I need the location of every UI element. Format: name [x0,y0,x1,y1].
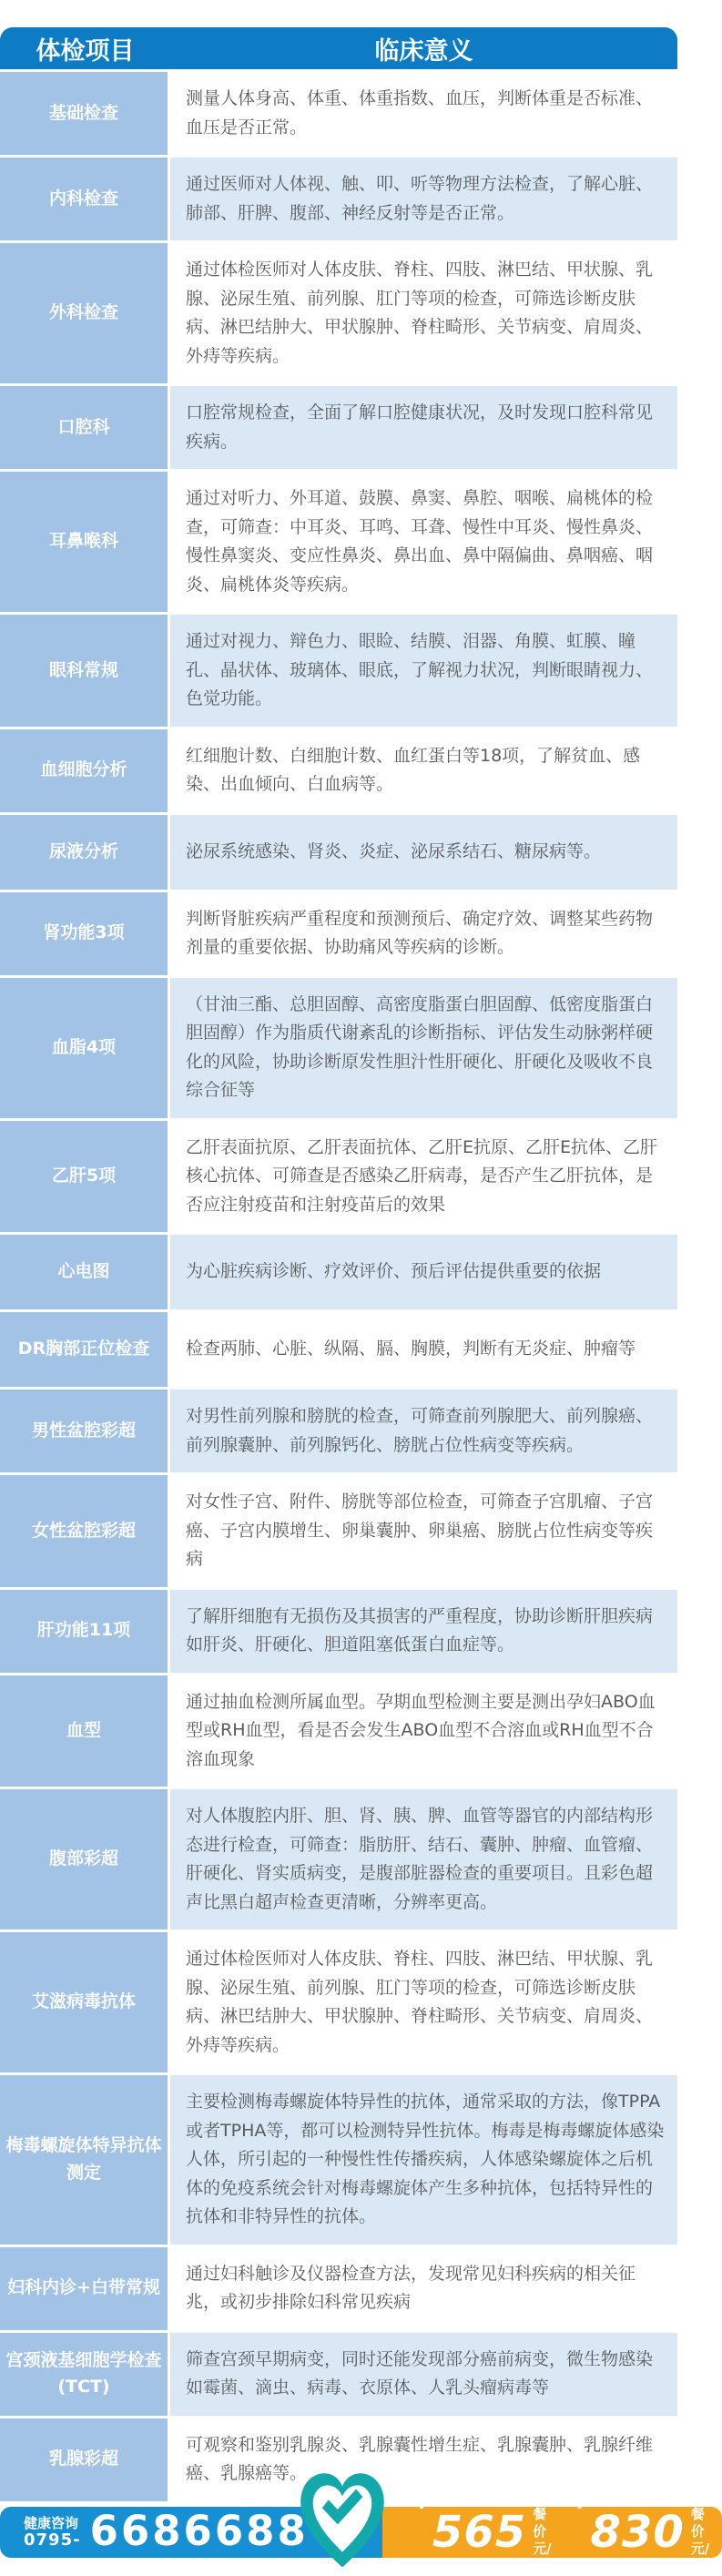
table-row [0,472,677,612]
price-unit-bottom: 元/女 [690,2540,710,2574]
table-row [0,1390,677,1472]
row-meaning-text: 通过体检医师对人体皮肤、脊柱、四肢、淋巴结、甲状腺、乳腺、泌尿生殖、前列腺、肛门等项的检查，可筛选诊断皮肤病、淋巴结肿大、甲状腺肿、脊柱畸形、关节病变、肩周炎、外痔等疾病。 [170,243,677,383]
row-meaning-text: 检查两肺、心脏、纵隔、膈、胸膜，判断有无炎症、肿瘤等 [170,1312,677,1387]
row-meaning-text: 口腔常规检查，全面了解口腔健康状况，及时发现口腔科常见疾病。 [170,386,677,469]
row-meaning-text: 判断肾脏疾病严重程度和预测预后、确定疗效、调整某些药物剂量的重要依据、协助痛风等疾病的诊断。 [170,892,677,975]
table-row [0,1475,677,1587]
row-item-label: 艾滋病毒抗体 [0,1932,168,2072]
row-item-label: 血型 [0,1675,168,1787]
row-meaning-text: 对女性子宫、附件、膀胱等部位检查，可筛查子宫肌瘤、子宫癌、子宫内膜增生、卵巢囊肿、卵巢癌、膀胱占位性病变等疾病 [170,1475,677,1587]
row-meaning-text: 红细胞计数、白细胞计数、血红蛋白等18项，了解贫血、感染、出血倾向、白血病等。 [170,729,677,812]
row-meaning-text: 通过妇科触诊及仪器检查方法，发现常见妇科疾病的相关征兆，或初步排除妇科常见疾病 [170,2247,677,2330]
price-unit-top: 套餐价 [533,2489,547,2540]
table-row [0,386,677,469]
row-meaning-text: 了解肝细胞有无损伤及其损害的严重程度，协助诊断肝胆疾病如肝炎、肝硬化、胆道阻塞低蛋白血症等。 [170,1590,677,1673]
table-row [0,1932,677,2072]
row-item-label: 耳鼻喉科 [0,472,168,612]
row-item-label: 基础检查 [0,72,168,155]
table-row [0,2247,677,2330]
heart-check-icon [295,2467,390,2576]
price-unit-bottom: 元/男 [533,2540,552,2574]
footer [0,2489,710,2574]
table-header [0,27,677,69]
table-row [0,615,677,727]
table-row [0,1235,677,1309]
table-row [0,158,677,240]
table-body [0,72,677,2501]
row-meaning-text: 主要检测梅毒螺旋体特异性的抗体，通常采取的方法，像TPPA或者TPHA等，都可以检测特异性抗体。梅毒是梅毒螺旋体感染人体，所引起的一种慢性性传播疾病，人体感染螺旋体之后机体的免疫系统会针对梅毒螺旋体产生多种抗体，包括特异性的抗体和非特异性的抗体。 [170,2075,677,2245]
row-item-label: 内科检查 [0,158,168,240]
table-row [0,243,677,383]
row-item-label: 血细胞分析 [0,729,168,812]
row-item-label: 尿液分析 [0,815,168,890]
column-header-meaning: 临床意义 [374,36,473,66]
price-bar [382,2489,722,2574]
row-item-label: 口腔科 [0,386,168,469]
phone-number: 6686688 [89,2506,309,2555]
row-meaning-text: 通过医师对人体视、触、叩、听等物理方法检查，了解心脏、肺部、肝脾、腹部、神经反射等是否正常。 [170,158,677,240]
row-item-label: 心电图 [0,1235,168,1309]
currency-symbol: ¥ [573,2491,586,2513]
row-meaning-text: 测量人体身高、体重、体重指数、血压，判断体重是否标准、血压是否正常。 [170,72,677,155]
table-row [0,729,677,812]
price-unit-male [533,2489,551,2575]
price-amount-male: 565 [432,2506,527,2558]
row-meaning-text: 乙肝表面抗原、乙肝表面抗体、乙肝E抗原、乙肝E抗体、乙肝核心抗体、可筛查是否感染乙肝病毒，是否产生乙肝抗体，是否应注射疫苗和注射疫苗后的效果 [170,1121,677,1233]
table-row [0,1121,677,1233]
row-item-label: 妇科内诊+白带常规 [0,2247,168,2330]
price-unit-female [691,2489,709,2575]
row-item-label: 眼科常规 [0,615,168,727]
row-meaning-text: 通过对视力、辩色力、眼睑、结膜、泪器、角膜、虹膜、瞳孔、晶状体、玻璃体、眼底，了解视力状况，判断眼睛视力、色觉功能。 [170,615,677,727]
row-item-label: 肾功能3项 [0,892,168,975]
area-code: 0795- [24,2530,81,2550]
row-item-label: 血脂4项 [0,978,168,1118]
row-item-label: 肝功能11项 [0,1590,168,1673]
price-unit-top: 套餐价 [690,2489,705,2540]
table-row [0,2075,677,2245]
row-item-label: 外科检查 [0,243,168,383]
row-meaning-text: 对男性前列腺和膀胱的检查，可筛查前列腺肥大、前列腺癌、前列腺囊肿、前列腺钙化、膀胱占位性病变等疾病。 [170,1390,677,1472]
consult-block [24,2515,81,2550]
row-item-label: 乳腺彩超 [0,2418,168,2501]
table-row [0,815,677,890]
table-row [0,1789,677,1929]
table-row [0,892,677,975]
checkup-table [0,27,677,2501]
table-row [0,1675,677,1787]
price-male [415,2489,552,2575]
row-meaning-text: 通过体检医师对人体皮肤、脊柱、四肢、淋巴结、甲状腺、乳腺、泌尿生殖、前列腺、肛门等项的检查，可筛选诊断皮肤病、淋巴结肿大、甲状腺肿、脊柱畸形、关节病变、肩周炎、外痔等疾病。 [170,1932,677,2072]
price-amount-female: 830 [590,2506,685,2558]
row-meaning-text: 筛查宫颈早期病变，同时还能发现部分癌前病变，微生物感染如霉菌、滴虫、病毒、衣原体、人乳头瘤病毒等 [170,2333,677,2416]
price-female [574,2489,710,2575]
row-meaning-text: 通过对听力、外耳道、鼓膜、鼻窦、鼻腔、咽喉、扁桃体的检查，可筛查：中耳炎、耳鸣、耳聋、慢性中耳炎、慢性鼻炎、慢性鼻窦炎、变应性鼻炎、鼻出血、鼻中隔偏曲、鼻咽癌、咽炎、扁桃体炎等疾病。 [170,472,677,612]
row-item-label: 宫颈液基细胞学检查(TCT) [0,2333,168,2416]
table-row [0,2333,677,2416]
row-meaning-text: 为心脏疾病诊断、疗效评价、预后评估提供重要的依据 [170,1235,677,1309]
row-item-label: 男性盆腔彩超 [0,1390,168,1472]
table-row [0,1590,677,1673]
row-meaning-text: 可观察和鉴别乳腺炎、乳腺囊性增生症、乳腺囊肿、乳腺纤维癌、乳腺癌等。 [170,2418,677,2501]
table-row [0,978,677,1118]
row-item-label: DR胸部正位检查 [0,1312,168,1387]
row-meaning-text: 通过抽血检测所属血型。孕期血型检测主要是测出孕妇ABO血型或RH血型，看是否会发生ABO血型不合溶血或RH血型不合溶血现象 [170,1675,677,1787]
row-item-label: 女性盆腔彩超 [0,1475,168,1587]
row-item-label: 乙肝5项 [0,1121,168,1233]
row-meaning-text: 对人体腹腔内肝、胆、肾、胰、脾、血管等器官的内部结构形态进行检查，可筛查：脂肪肝、结石、囊肿、肿瘤、血管瘤、肝硬化、肾实质病变，是腹部脏器检查的重要项目。且彩色超声比黑白超声检查更清晰，分辨率更高。 [170,1789,677,1929]
row-item-label: 梅毒螺旋体特异抗体测定 [0,2075,168,2245]
row-meaning-text: （甘油三酯、总胆固醇、高密度脂蛋白胆固醇、低密度脂蛋白胆固醇）作为脂质代谢紊乱的诊断指标、评估发生动脉粥样硬化的风险，协助诊断原发性胆汁性肝硬化、肝硬化及吸收不良综合征等 [170,978,677,1118]
column-header-item: 体检项目 [36,36,135,66]
row-item-label: 腹部彩超 [0,1789,168,1929]
consult-label: 健康咨询 [24,2514,79,2531]
table-row [0,1312,677,1387]
currency-symbol: ¥ [415,2491,428,2513]
table-row [0,72,677,155]
row-meaning-text: 泌尿系统感染、肾炎、炎症、泌尿系结石、糖尿病等。 [170,815,677,890]
